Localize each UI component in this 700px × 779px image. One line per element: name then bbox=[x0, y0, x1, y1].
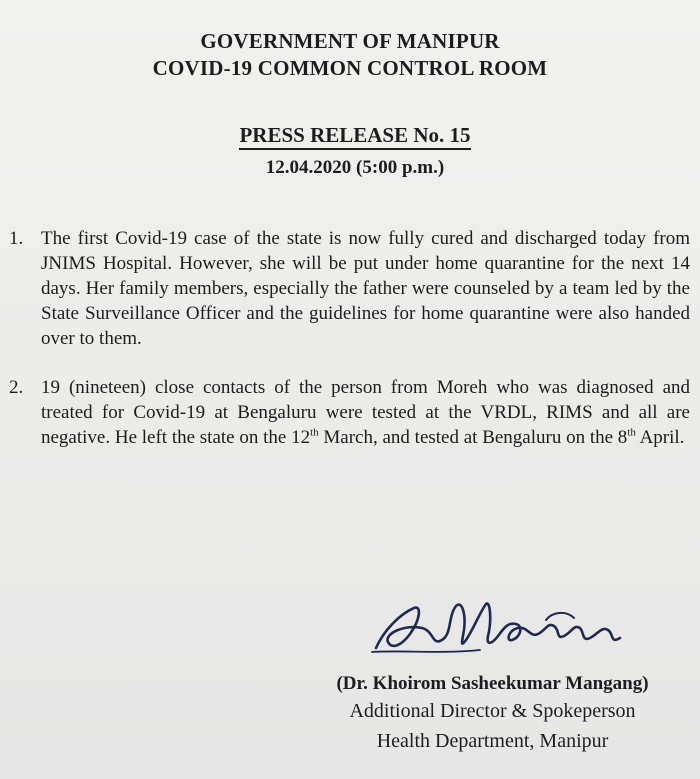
point-1-number: 1. bbox=[9, 228, 24, 249]
point-2-superscript-b: th bbox=[627, 426, 636, 439]
signatory-block bbox=[290, 671, 695, 756]
press-release-points bbox=[6, 226, 694, 450]
point-2 bbox=[6, 375, 694, 450]
release-date: 12.04.2020 (5:00 p.m.) bbox=[265, 157, 445, 178]
point-2-text bbox=[41, 375, 694, 450]
signatory-name: (Dr. Khoirom Sasheekumar Mangang) bbox=[336, 673, 649, 694]
point-1-text: The first Covid-19 case of the state is now fully cured and discharged today from JNIMS Hospital. However, she will be put under home quarantine for the next 14 days. Her family members, especially the father were counseled by a team led by the State Surveillance Officer and the guidelines for home quarantine were also handed over to them. bbox=[41, 228, 690, 349]
signatory-department: Health Department, Manipur bbox=[376, 730, 609, 752]
point-2-superscript-a: th bbox=[310, 426, 319, 439]
handwritten-signature bbox=[370, 590, 640, 672]
point-2-text-part-c: April. bbox=[635, 427, 685, 448]
point-2-number: 2. bbox=[9, 377, 24, 398]
point-2-text-part-b: March, and tested at Bengaluru on the 8 bbox=[318, 427, 628, 448]
government-heading: GOVERNMENT OF MANIPUR bbox=[200, 29, 500, 53]
press-release-title: PRESS RELEASE No. 15 bbox=[239, 122, 470, 150]
release-heading bbox=[0, 122, 700, 180]
letterhead bbox=[0, 28, 700, 81]
point-1 bbox=[6, 226, 694, 351]
signatory-role: Additional Director & Spokeperson bbox=[349, 700, 636, 722]
control-room-heading: COVID-19 COMMON CONTROL ROOM bbox=[152, 56, 548, 80]
point-2-text-part-a: 19 (nineteen) close contacts of the person from Moreh who was diagnosed and treated for Covid-19 at Bengaluru were tested at the VRDL, RIMS and all are negative. He left the state on the 12 bbox=[41, 377, 690, 448]
